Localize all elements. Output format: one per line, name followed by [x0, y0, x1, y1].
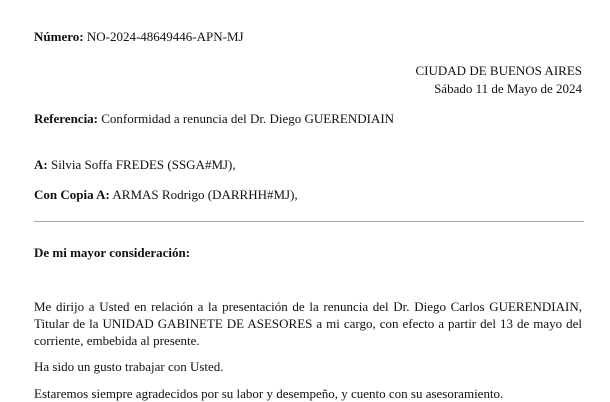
reference	[34, 111, 394, 127]
body-paragraph-2: Ha sido un gusto trabajar con Usted.	[34, 359, 224, 374]
recipient-label: A:	[34, 157, 48, 172]
city: CIUDAD DE BUENOS AIRES	[415, 63, 582, 78]
salutation: De mi mayor consideración:	[34, 245, 191, 260]
recipient	[34, 157, 236, 173]
document-number-value: NO-2024-48649446-APN-MJ	[86, 29, 244, 44]
carbon-copy-label: Con Copia A:	[34, 187, 110, 202]
reference-label: Referencia:	[34, 111, 99, 126]
date: Sábado 11 de Mayo de 2024	[434, 81, 582, 96]
reference-value: Conformidad a renuncia del Dr. Diego GUERENDIAIN	[101, 111, 395, 126]
carbon-copy-value: ARMAS Rodrigo (DARRHH#MJ),	[112, 187, 298, 202]
body-paragraph-3: Estaremos siempre agradecidos por su labor y desempeño, y cuento con su asesoramiento.	[34, 386, 504, 401]
section-divider	[34, 221, 584, 222]
document-number-label: Número:	[34, 29, 84, 44]
body-paragraph-1: Me dirijo a Usted en relación a la presentación de la renuncia del Dr. Diego Carlos GUERENDIAIN, Titular de la UNIDAD GABINETE DE ASESORES a mi cargo, con efecto a partir del 13 de mayo del corriente, embebida al presente.	[34, 299, 582, 348]
carbon-copy	[34, 187, 298, 203]
document-number	[34, 29, 244, 45]
recipient-value: Silvia Soffa FREDES (SSGA#MJ),	[50, 157, 236, 172]
